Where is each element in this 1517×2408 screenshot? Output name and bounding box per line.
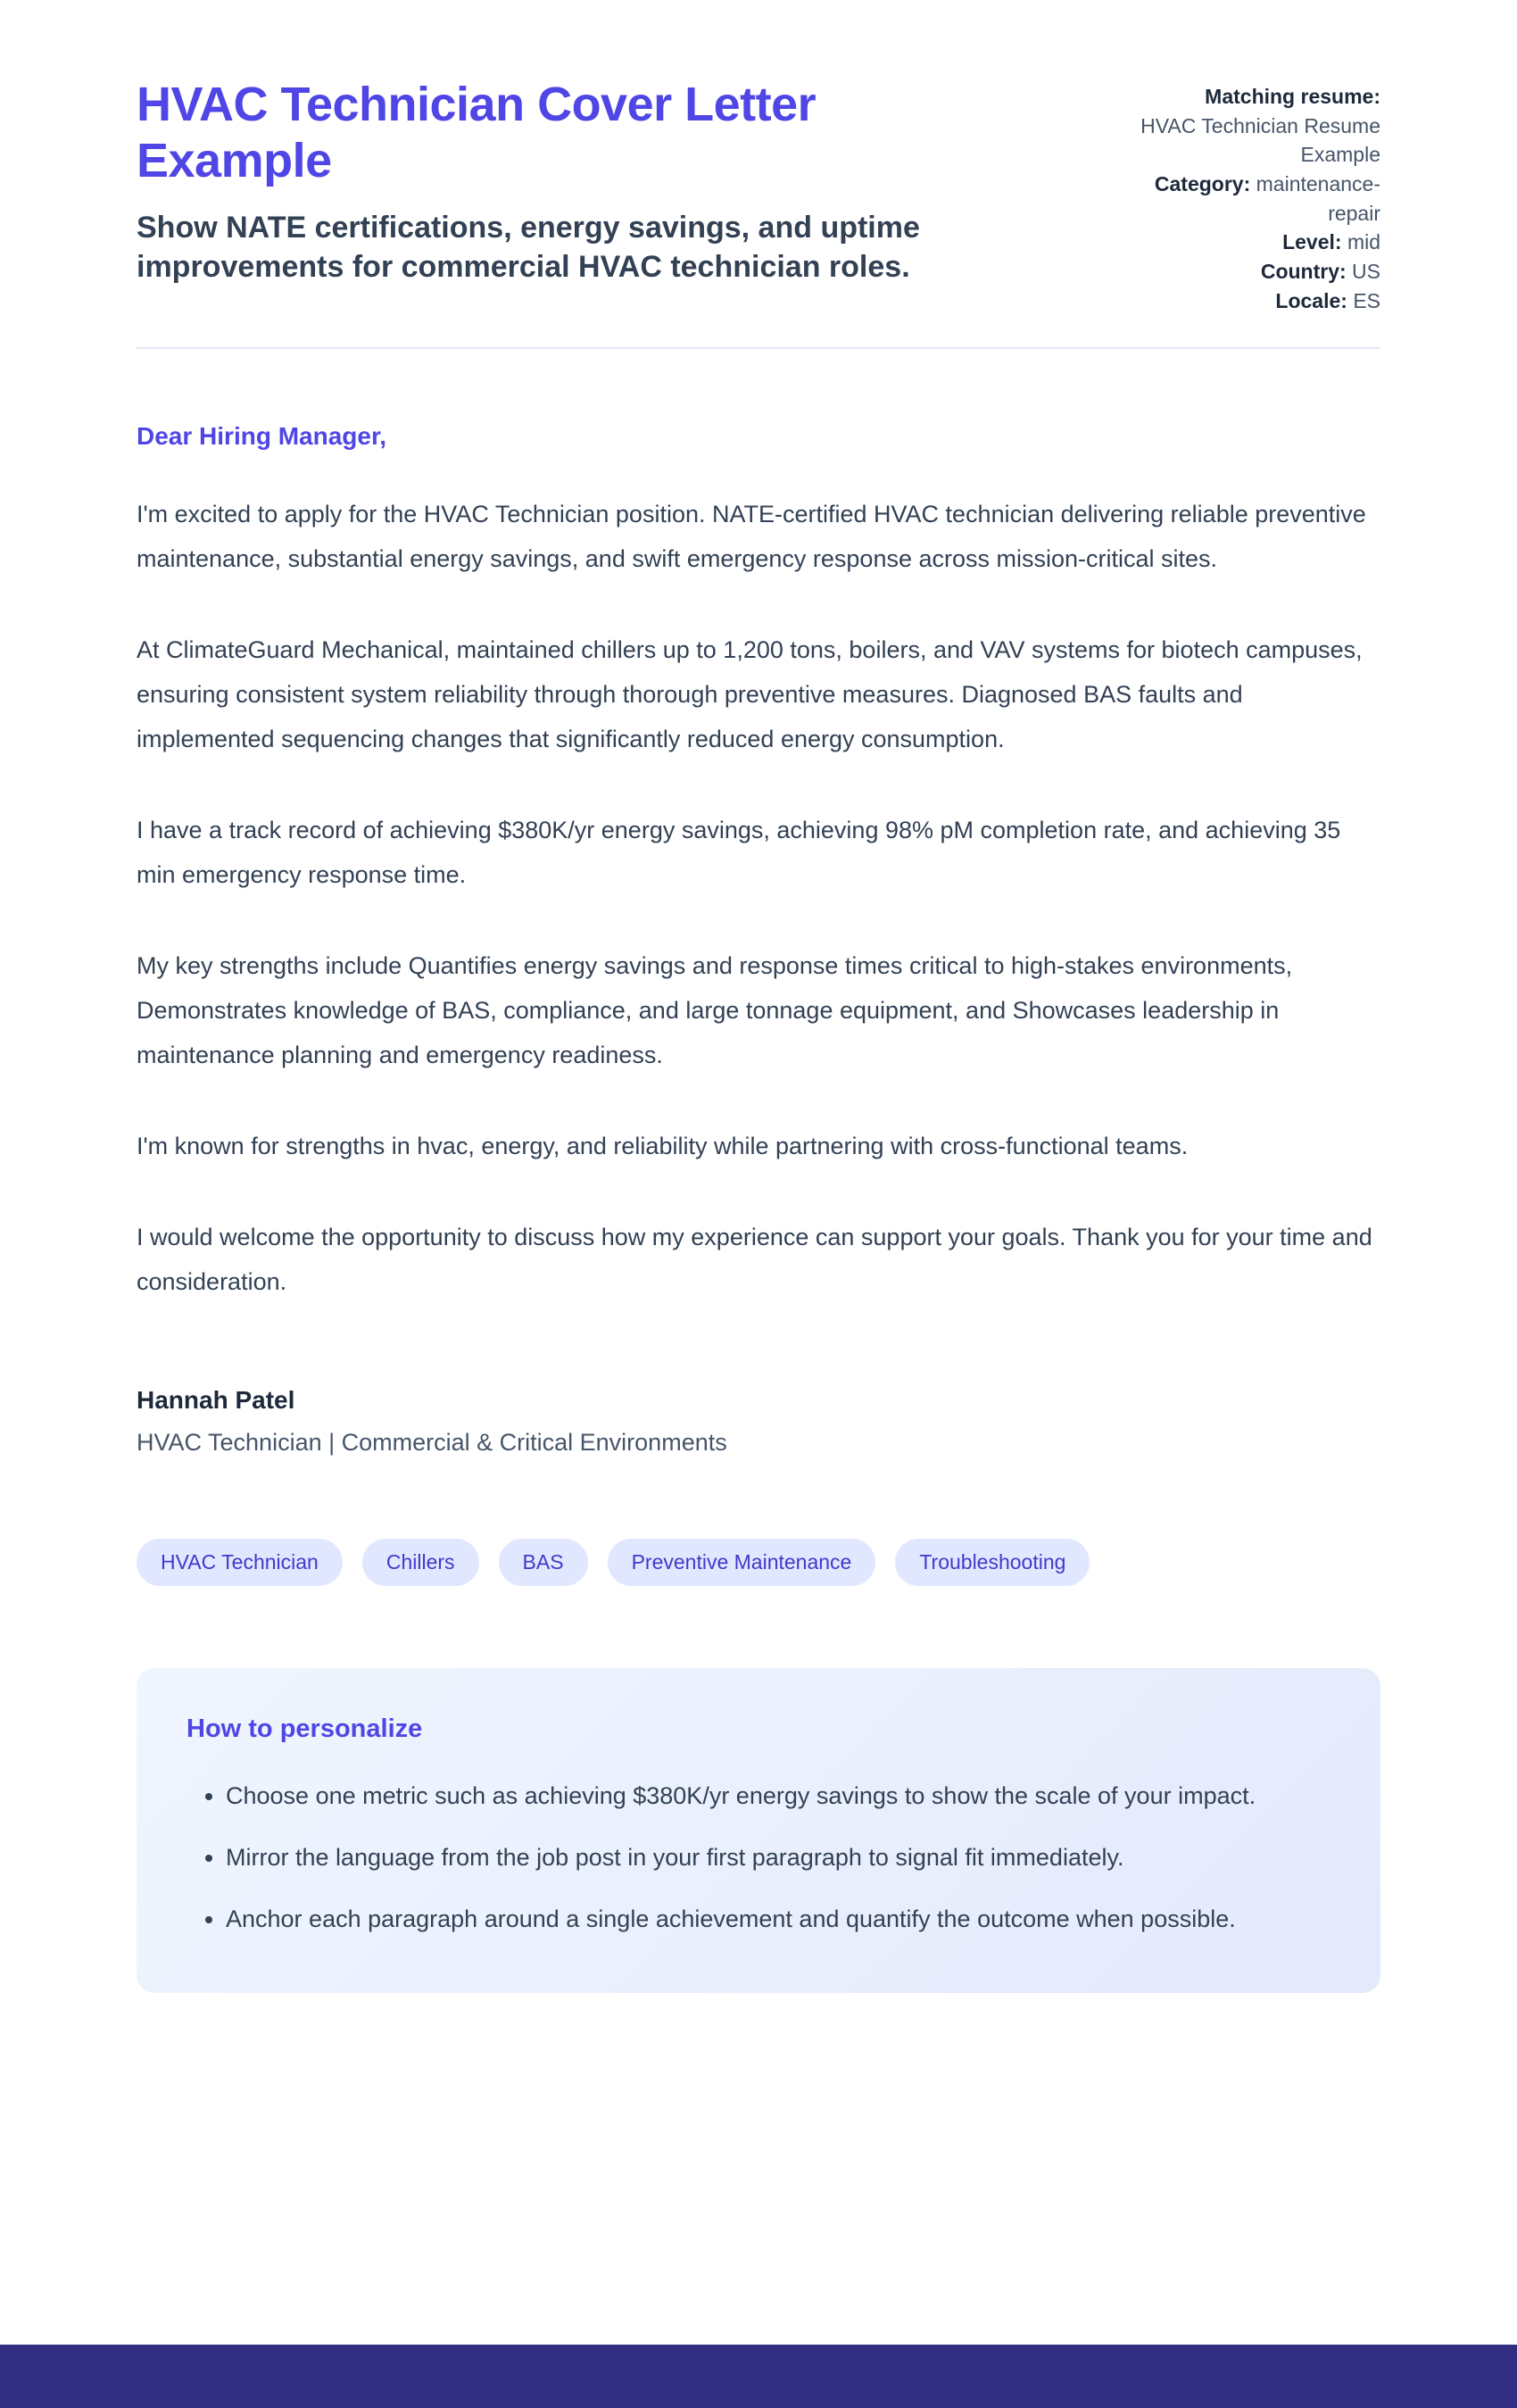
content-container: [137, 0, 1380, 1993]
header-divider: [137, 347, 1380, 349]
personalize-title: How to personalize: [187, 1715, 423, 1744]
page-title: HVAC Technician Cover Letter Example: [137, 78, 817, 187]
footer-bar: [0, 2345, 1517, 2408]
letter-paragraph-1: I'm excited to apply for the HVAC Technician position. NATE-certified HVAC technician delivering reliable preventive maintenance, substantial energy savings, and swift emergency response across mission-critical sites.: [137, 501, 1366, 573]
letter-paragraph-4: My key strengths include Quantifies energy savings and response times critical to high-stakes environments, Demonstrates knowledge of BAS, compliance, and large tonnage equipment, and Showcases leadership in maintenance planning and emergency readiness.: [137, 952, 1293, 1069]
tag-preventive-maintenance[interactable]: Preventive Maintenance: [608, 1539, 876, 1586]
personalize-box: [137, 1668, 1380, 1993]
signature-title: HVAC Technician | Commercial & Critical Environments: [137, 1429, 727, 1457]
letter-paragraph-6: I would welcome the opportunity to discuss how my experience can support your goals. Thank you for your time and consideration.: [137, 1224, 1372, 1296]
meta-category: [1106, 170, 1380, 228]
meta-level-label: Level:: [1282, 230, 1342, 254]
tag-bas[interactable]: BAS: [499, 1539, 588, 1586]
meta-matching-resume-value: HVAC Technician Resume Example: [1140, 113, 1380, 167]
meta-country-value: US: [1352, 259, 1380, 283]
meta-country: [1106, 257, 1380, 286]
header-left: [137, 77, 1011, 287]
meta-level: [1106, 228, 1380, 257]
page-subtitle: Show NATE certifications, energy savings, and uptime improvements for commercial HVAC technician roles.: [137, 211, 920, 285]
tag-list: [137, 1539, 1380, 1586]
meta-matching-resume: [1106, 82, 1380, 170]
page-header: [137, 77, 1380, 315]
personalize-bullet-2: • Mirror the language from the job post in your first paragraph to signal fit immediately.: [226, 1836, 1330, 1880]
personalize-bullet-3: • Anchor each paragraph around a single achievement and quantify the outcome when possible.: [226, 1897, 1330, 1941]
signature-name: Hannah Patel: [137, 1386, 295, 1415]
tag-hvac-technician[interactable]: HVAC Technician: [137, 1539, 343, 1586]
letter-paragraph-3: I have a track record of achieving $380K/yr energy savings, achieving 98% pM completion rate, and achieving 35 min emergency response time.: [137, 817, 1341, 889]
meta-locale-label: Locale:: [1275, 288, 1347, 312]
salutation: Dear Hiring Manager,: [137, 422, 387, 451]
letter-paragraph-5: I'm known for strengths in hvac, energy, and reliability while partnering with cross-functional teams.: [137, 1133, 1189, 1160]
personalize-list: [187, 1774, 1330, 1941]
tag-troubleshooting[interactable]: Troubleshooting: [895, 1539, 1090, 1586]
meta-category-label: Category:: [1154, 171, 1251, 195]
tag-chillers[interactable]: Chillers: [362, 1539, 479, 1586]
meta-level-value: mid: [1347, 230, 1380, 254]
personalize-bullet-1: • Choose one metric such as achieving $380K/yr energy savings to show the scale of your impact.: [226, 1774, 1330, 1818]
meta-locale-value: ES: [1353, 288, 1380, 312]
meta-matching-resume-label: Matching resume:: [1205, 85, 1380, 108]
meta-country-label: Country:: [1260, 259, 1347, 283]
meta-locale: [1106, 286, 1380, 316]
meta-panel: [1106, 77, 1380, 315]
letter-paragraph-2: At ClimateGuard Mechanical, maintained chillers up to 1,200 tons, boilers, and VAV systems for biotech campuses, ensuring consistent system reliability through thorough preventive measures. Diagnosed BAS faults and implemented sequencing changes that significantly reduced energy consumption.: [137, 636, 1363, 753]
cover-letter-body: [137, 422, 1380, 1457]
meta-category-value: maintenance-repair: [1256, 171, 1380, 225]
